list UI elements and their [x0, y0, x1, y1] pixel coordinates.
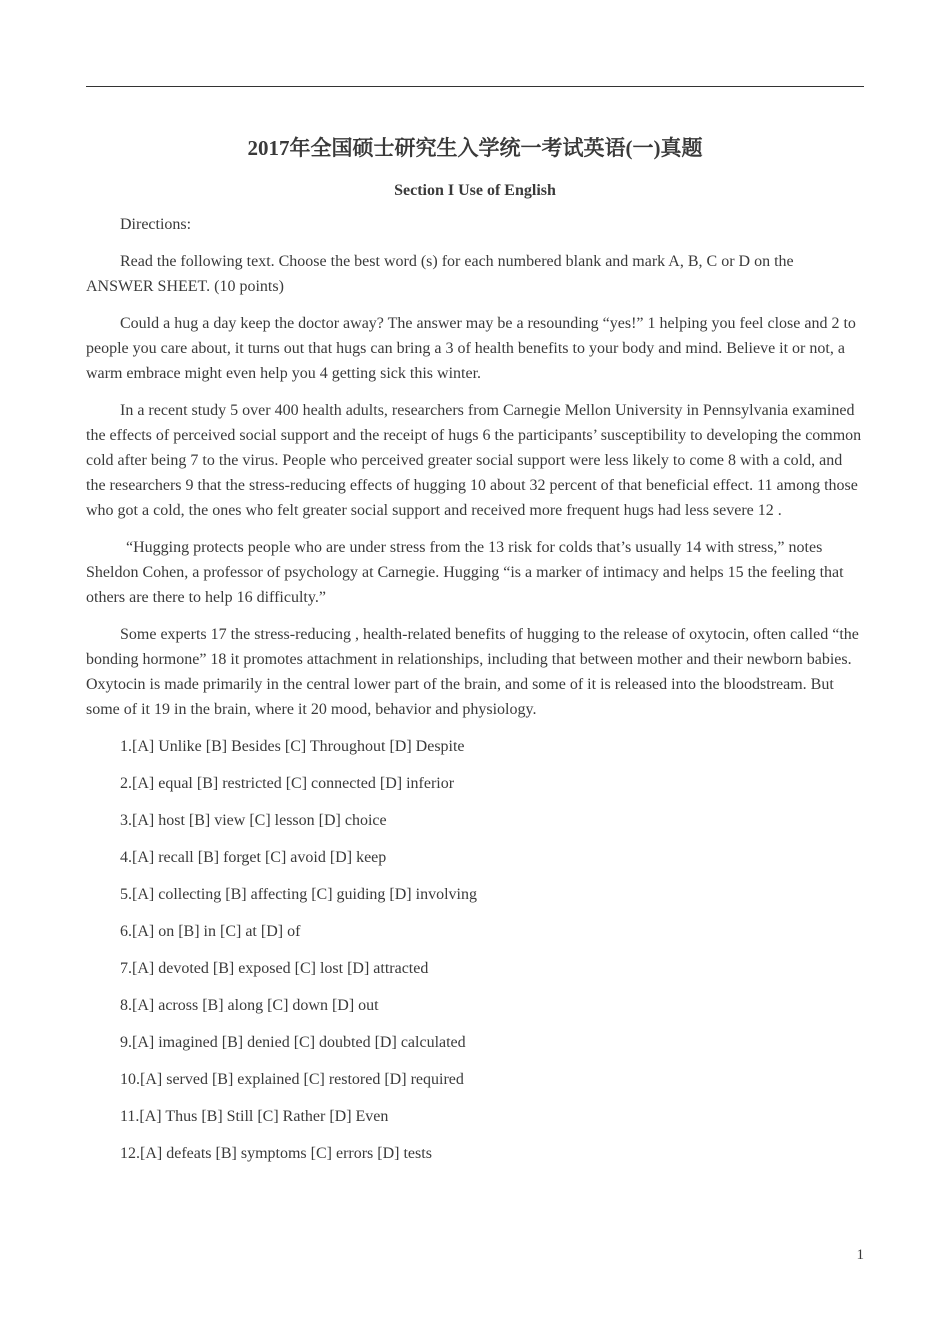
answer-option-8: 8.[A] across [B] along [C] down [D] out: [120, 997, 379, 1014]
document-body: [86, 130, 864, 1178]
answer-option-4: 4.[A] recall [B] forget [C] avoid [D] keep: [120, 849, 387, 866]
section-heading: Section I Use of English: [394, 182, 556, 199]
answer-option-10: 10.[A] served [B] explained [C] restored [D] required: [120, 1071, 464, 1088]
page-number: 1: [856, 1247, 864, 1263]
instructions-paragraph: Read the following text. Choose the best word (s) for each numbered blank and mark A, B, C or D on the ANSWER SHEET. (10 points): [86, 253, 794, 295]
passage-paragraph-2: In a recent study 5 over 400 health adults, researchers from Carnegie Mellon University in Pennsylvania examined the effects of perceived social support and the receipt of hugs 6 the participants’ susceptibility to developing the common cold after being 7 to the virus. People who perceived greater social support were less likely to come 8 with a cold, and the researchers 9 that the stress-reducing effects of hugging 10 about 32 percent of that beneficial effect. 11 among those who got a cold, the ones who felt greater social support and received more frequent hugs had less severe 12 .: [86, 402, 862, 519]
directions-label: Directions:: [120, 216, 192, 233]
answer-option-3: 3.[A] host [B] view [C] lesson [D] choice: [120, 812, 387, 829]
answer-options-list: [86, 734, 864, 1166]
document-title: 2017年全国硕士研究生入学统一考试英语(一)真题: [247, 136, 703, 160]
answer-option-7: 7.[A] devoted [B] exposed [C] lost [D] attracted: [120, 960, 429, 977]
passage-paragraph-1: Could a hug a day keep the doctor away? The answer may be a resounding “yes!” 1 helping you feel close and 2 to people you care about, it turns out that hugs can bring a 3 of health benefits to your body and mind. Believe it or not, a warm embrace might even help you 4 getting sick this winter.: [86, 315, 856, 382]
passage-paragraph-3: “Hugging protects people who are under stress from the 13 risk for colds that’s usually 14 with stress,” notes Sheldon Cohen, a professor of psychology at Carnegie. Hugging “is a marker of intimacy and helps 15 the feeling that others are there to help 16 difficulty.”: [86, 539, 844, 606]
answer-option-6: 6.[A] on [B] in [C] at [D] of: [120, 923, 301, 940]
answer-option-5: 5.[A] collecting [B] affecting [C] guiding [D] involving: [120, 886, 477, 903]
answer-option-9: 9.[A] imagined [B] denied [C] doubted [D] calculated: [120, 1034, 466, 1051]
header-rule: [86, 86, 864, 87]
answer-option-11: 11.[A] Thus [B] Still [C] Rather [D] Even: [120, 1108, 389, 1125]
answer-option-1: 1.[A] Unlike [B] Besides [C] Throughout [D] Despite: [120, 738, 465, 755]
answer-option-12: 12.[A] defeats [B] symptoms [C] errors [D] tests: [120, 1145, 432, 1162]
answer-option-2: 2.[A] equal [B] restricted [C] connected [D] inferior: [120, 775, 455, 792]
passage-paragraph-4: Some experts 17 the stress-reducing , health-related benefits of hugging to the release of oxytocin, often called “the bonding hormone” 18 it promotes attachment in relationships, including that between mother and their newborn babies. Oxytocin is made primarily in the central lower part of the brain, and some of it is released into the bloodstream. But some of it 19 in the brain, where it 20 mood, behavior and physiology.: [86, 626, 859, 718]
